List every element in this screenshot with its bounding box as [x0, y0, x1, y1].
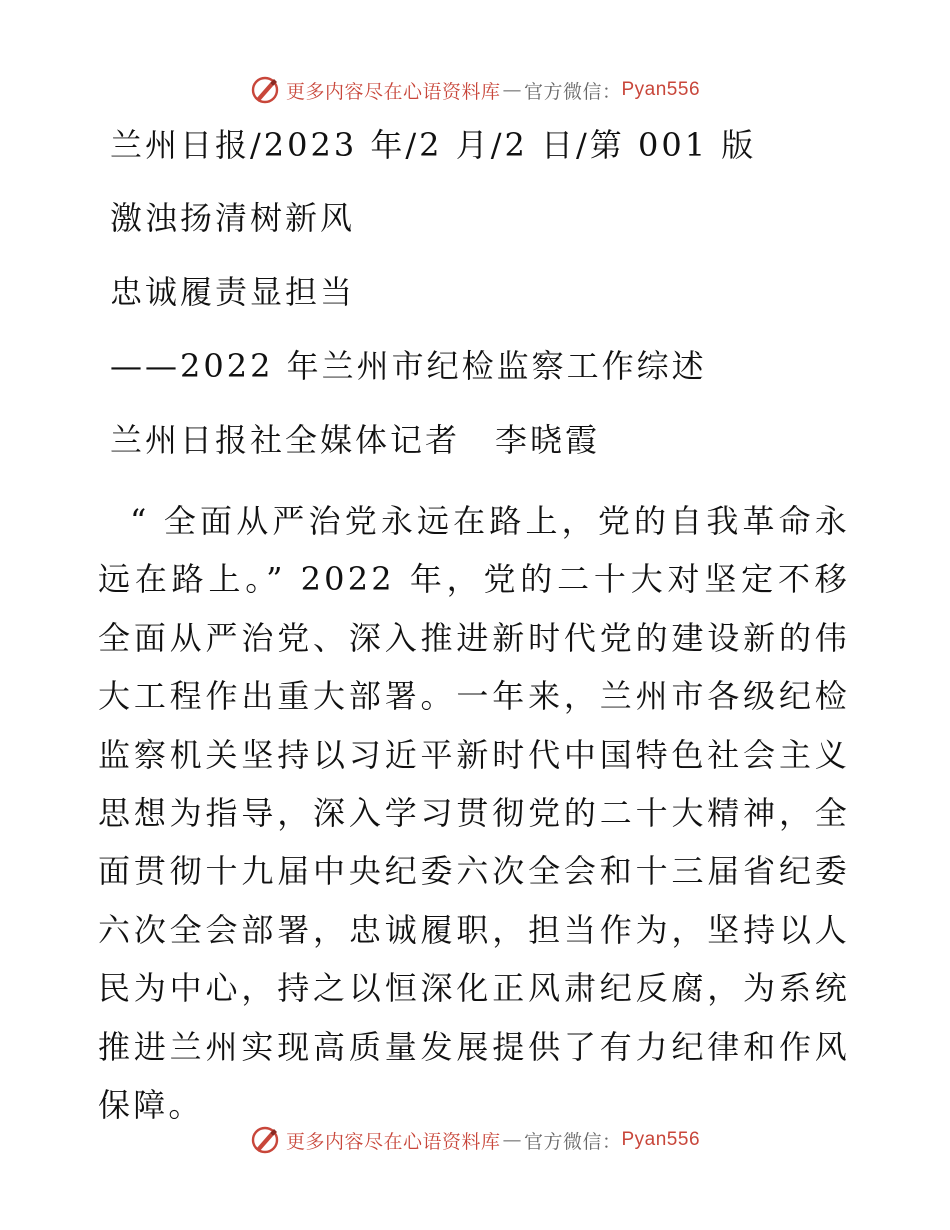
watermark-separator: — [502, 79, 522, 101]
pen-logo-icon [250, 75, 280, 105]
article-paragraph: “ 全面从严治党永远在路上，党的自我革命永远在路上。” 2022 年，党的二十大对坚定不移全面从严治党、深入推进新时代党的建设新的伟大工程作出重大部署。一年来，兰州市各级纪检监察机关坚持以习近平新时代中国特色社会主义思想为指导，深入学习贯彻党的二十大精神，全面贯彻十九届中央纪委六次全会和十三届省纪委六次全会部署，忠诚履职，担当作为，坚持以人民为中心，持之以恒深化正风肃纪反腐，为系统推进兰州实现高质量发展提供了有力纪律和作风保障。 [98, 502, 850, 1125]
watermark-separator: — [502, 1129, 522, 1151]
watermark-handle: Pyan556 [621, 1129, 701, 1150]
watermark-banner-bottom [0, 1120, 950, 1160]
dateline: 兰州日报/2023 年/2 月/2 日/第 001 版 [110, 126, 757, 164]
headline-line-2: 忠诚履责显担当 [110, 273, 356, 311]
watermark-label: 官方微信： [523, 1130, 622, 1153]
watermark-label: 官方微信： [523, 80, 622, 103]
watermark-title: 更多内容尽在心语资料库 [285, 80, 501, 103]
pen-logo-icon [250, 1125, 280, 1155]
subtitle: ——2022 年兰州市纪检监察工作综述 [110, 347, 707, 385]
headline-line-1: 激浊扬清树新风 [110, 199, 356, 237]
watermark-handle: Pyan556 [621, 79, 701, 100]
watermark-title: 更多内容尽在心语资料库 [285, 1130, 501, 1153]
watermark-banner-top [0, 70, 950, 110]
byline: 兰州日报社全媒体记者 李晓霞 [110, 421, 601, 459]
